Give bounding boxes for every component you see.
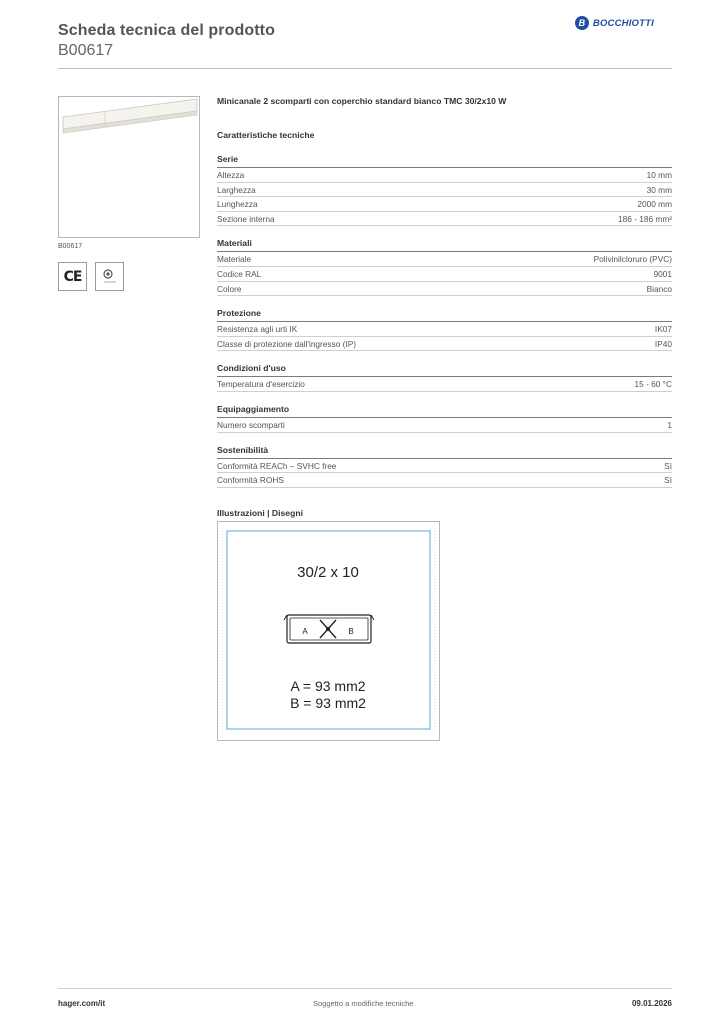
spec-value: 30 mm bbox=[646, 184, 672, 195]
page-footer bbox=[58, 988, 672, 1008]
spec-label: Conformità ROHS bbox=[217, 475, 284, 486]
certification-mark-badge bbox=[95, 262, 124, 291]
spec-value: 1 bbox=[667, 419, 672, 430]
footer-notice: Soggetto a modifiche tecniche bbox=[313, 999, 414, 1008]
spec-value: Sì bbox=[664, 475, 672, 486]
spec-section-equipaggiamento bbox=[217, 404, 672, 433]
spec-label: Sezione interna bbox=[217, 213, 275, 224]
spec-value: Sì bbox=[664, 460, 672, 471]
tech-specs-heading: Caratteristiche tecniche bbox=[217, 130, 315, 140]
footer-website: hager.com/it bbox=[58, 999, 106, 1008]
spec-value: Polivinilcloruro (PVC) bbox=[593, 254, 672, 265]
spec-label: Altezza bbox=[217, 170, 245, 180]
page-header bbox=[58, 22, 275, 60]
ce-mark-icon: CE bbox=[63, 268, 82, 285]
brand-name: BOCCHIOTTI bbox=[592, 17, 654, 29]
cable-duct-icon bbox=[59, 97, 199, 237]
spec-row bbox=[217, 282, 672, 297]
section-title: Sostenibilità bbox=[217, 445, 672, 459]
spec-row bbox=[217, 197, 672, 212]
spec-section-condizioni bbox=[217, 363, 672, 392]
spec-row bbox=[217, 473, 672, 488]
drawing-title: 30/2 x 10 bbox=[297, 564, 359, 581]
section-title: Equipaggiamento bbox=[217, 404, 672, 418]
spec-value: IK07 bbox=[654, 324, 672, 335]
spec-label: Temperatura d'esercizio bbox=[217, 379, 305, 390]
ce-mark-badge bbox=[58, 262, 87, 291]
spec-label: Lunghezza bbox=[217, 199, 258, 210]
spec-row bbox=[217, 183, 672, 198]
spec-value: IP40 bbox=[654, 338, 672, 349]
spec-row bbox=[217, 377, 672, 392]
technical-drawing bbox=[217, 521, 440, 741]
spec-row bbox=[217, 418, 672, 433]
cross-section-drawing bbox=[218, 522, 439, 740]
spec-label: Codice RAL bbox=[217, 268, 262, 279]
spec-value: 15 - 60 °C bbox=[634, 379, 672, 390]
product-image bbox=[58, 96, 200, 238]
footer-date: 09.01.2026 bbox=[631, 999, 672, 1008]
section-title: Protezione bbox=[217, 308, 672, 322]
spec-section-protezione bbox=[217, 308, 672, 351]
page-title: Scheda tecnica del prodotto bbox=[58, 22, 275, 39]
brand-mark-icon: B bbox=[575, 16, 589, 30]
spec-value: 186 - 186 mm² bbox=[618, 213, 672, 224]
spec-row bbox=[217, 267, 672, 282]
spec-content bbox=[217, 96, 672, 518]
section-title: Materiali bbox=[217, 238, 672, 252]
spec-label: Larghezza bbox=[217, 184, 256, 195]
brand-logo bbox=[575, 16, 654, 30]
spec-row bbox=[217, 252, 672, 267]
spec-row bbox=[217, 322, 672, 337]
product-code: B00617 bbox=[58, 42, 114, 59]
certification-badges bbox=[58, 262, 124, 291]
spec-section-serie bbox=[217, 154, 672, 226]
spec-value: 10 mm bbox=[646, 170, 672, 180]
compartment-a-label: A bbox=[302, 627, 308, 636]
spec-label: Resistenza agli urti IK bbox=[217, 324, 298, 335]
spec-label: Materiale bbox=[217, 254, 252, 265]
spec-row bbox=[217, 459, 672, 474]
spec-row bbox=[217, 337, 672, 352]
spec-value: Bianco bbox=[646, 283, 672, 294]
product-name: Minicanale 2 scomparti con coperchio standard bianco TMC 30/2x10 W bbox=[217, 96, 507, 106]
certification-mark-icon bbox=[99, 266, 121, 288]
spec-section-sostenibilita bbox=[217, 445, 672, 488]
spec-label: Conformità REACh – SVHC free bbox=[217, 460, 337, 471]
section-title: Serie bbox=[217, 154, 672, 168]
spec-label: Classe di protezione dall'ingresso (IP) bbox=[217, 338, 357, 349]
spec-section-materiali bbox=[217, 238, 672, 296]
spec-label: Colore bbox=[217, 283, 242, 294]
area-a-text: A = 93 mm2 bbox=[290, 678, 366, 694]
illustrations-heading: Illustrazioni | Disegni bbox=[217, 507, 303, 518]
spec-row bbox=[217, 212, 672, 227]
section-title: Condizioni d'uso bbox=[217, 363, 672, 377]
area-b-text: B = 93 mm2 bbox=[290, 695, 366, 711]
header-divider bbox=[58, 68, 672, 69]
spec-value: 2000 mm bbox=[637, 199, 672, 210]
spec-label: Numero scomparti bbox=[217, 419, 285, 430]
spec-value: 9001 bbox=[653, 268, 672, 279]
compartment-b-label: B bbox=[348, 627, 354, 636]
spec-row bbox=[217, 168, 672, 183]
product-image-caption: B00617 bbox=[58, 243, 83, 250]
